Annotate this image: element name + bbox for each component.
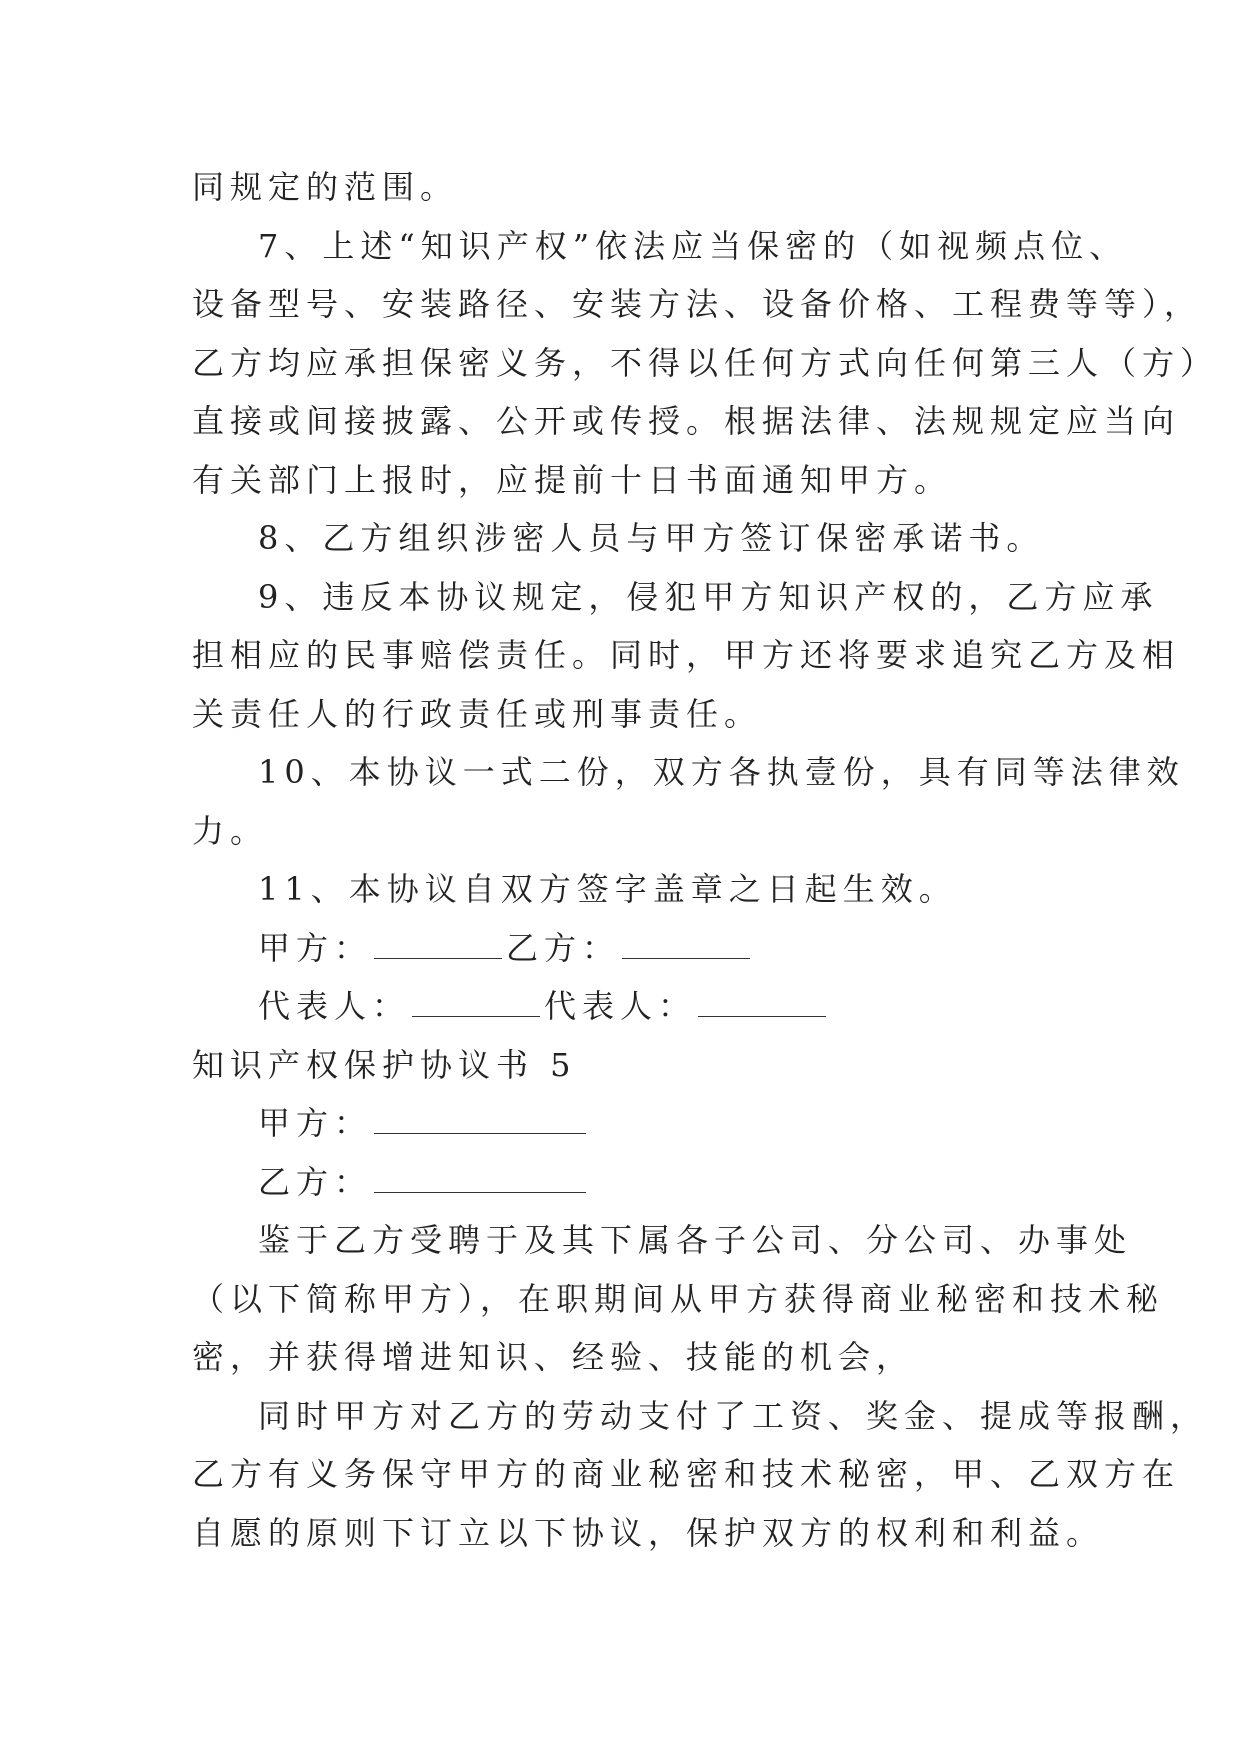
rep-b-label: 代表人： <box>544 987 697 1025</box>
paragraph-line: 力。 <box>192 811 269 850</box>
paragraph-line: 11、本协议自双方签字盖章之日起生效。 <box>258 870 957 908</box>
rep-a-label: 代表人： <box>258 987 411 1025</box>
party-b-row <box>192 1153 1072 1212</box>
paragraph-line: 设备型号、安装路径、安装方法、设备价格、工程费等等）， <box>192 285 1203 323</box>
paragraph-line: 乙方有义务保守甲方的商业秘密和技术秘密，甲、乙双方在 <box>192 1455 1181 1493</box>
paragraph-line: 10、本协议一式二份，双方各执壹份，具有同等法律效 <box>258 753 1185 791</box>
party-a-label: 甲方： <box>258 1104 373 1142</box>
paragraph-line: 有关部门上报时，应提前十日书面通知甲方。 <box>192 460 953 499</box>
paragraph-line: 自愿的原则下订立以下协议，保护双方的权利和利益。 <box>192 1513 1105 1552</box>
paragraph-line: 8、乙方组织涉密人员与甲方签订保密承诺书。 <box>258 519 1045 557</box>
party-b-label: 乙方： <box>258 1162 373 1201</box>
section-title: 知识产权保护协议书 5 <box>192 1045 577 1084</box>
paragraph-line: （以下简称甲方），在职期间从甲方获得商业秘密和技术秘 <box>192 1279 1165 1318</box>
party-a-label: 甲方： <box>258 928 373 967</box>
document-body <box>192 158 1219 1562</box>
paragraph-line: 同时甲方对乙方的劳动支付了工资、奖金、提成等报酬， <box>258 1396 1209 1435</box>
paragraph-line: 9、违反本协议规定，侵犯甲方知识产权的，乙方应承 <box>258 577 1159 616</box>
signature-row-representatives <box>192 977 1072 1036</box>
party-b-blank <box>374 1172 586 1193</box>
party-a-signature-blank <box>374 938 502 959</box>
party-b-signature-blank <box>622 938 750 959</box>
paragraph-line: 密，并获得增进知识、经验、技能的机会， <box>192 1338 915 1376</box>
rep-b-signature-blank <box>698 996 826 1017</box>
paragraph-line: 鉴于乙方受聘于及其下属各子公司、分公司、办事处 <box>258 1221 1133 1259</box>
rep-a-signature-blank <box>412 996 540 1017</box>
paragraph-line: 关责任人的行政责任或刑事责任。 <box>192 694 763 733</box>
paragraph-line: 7、上述“知识产权”依法应当保密的（如视频点位、 <box>258 226 1128 265</box>
party-b-label: 乙方： <box>506 928 621 967</box>
paragraph-line: 乙方均应承担保密义务，不得以任何方式向任何第三人（方） <box>192 343 1219 382</box>
party-a-blank <box>374 1113 586 1134</box>
signature-row-parties <box>192 919 1072 978</box>
paragraph-line: 同规定的范围。 <box>192 168 459 206</box>
paragraph-line: 担相应的民事赔偿责任。同时，甲方还将要求追究乙方及相 <box>192 636 1181 674</box>
party-a-row <box>192 1094 1072 1153</box>
paragraph-line: 直接或间接披露、公开或传授。根据法律、法规规定应当向 <box>192 402 1181 440</box>
